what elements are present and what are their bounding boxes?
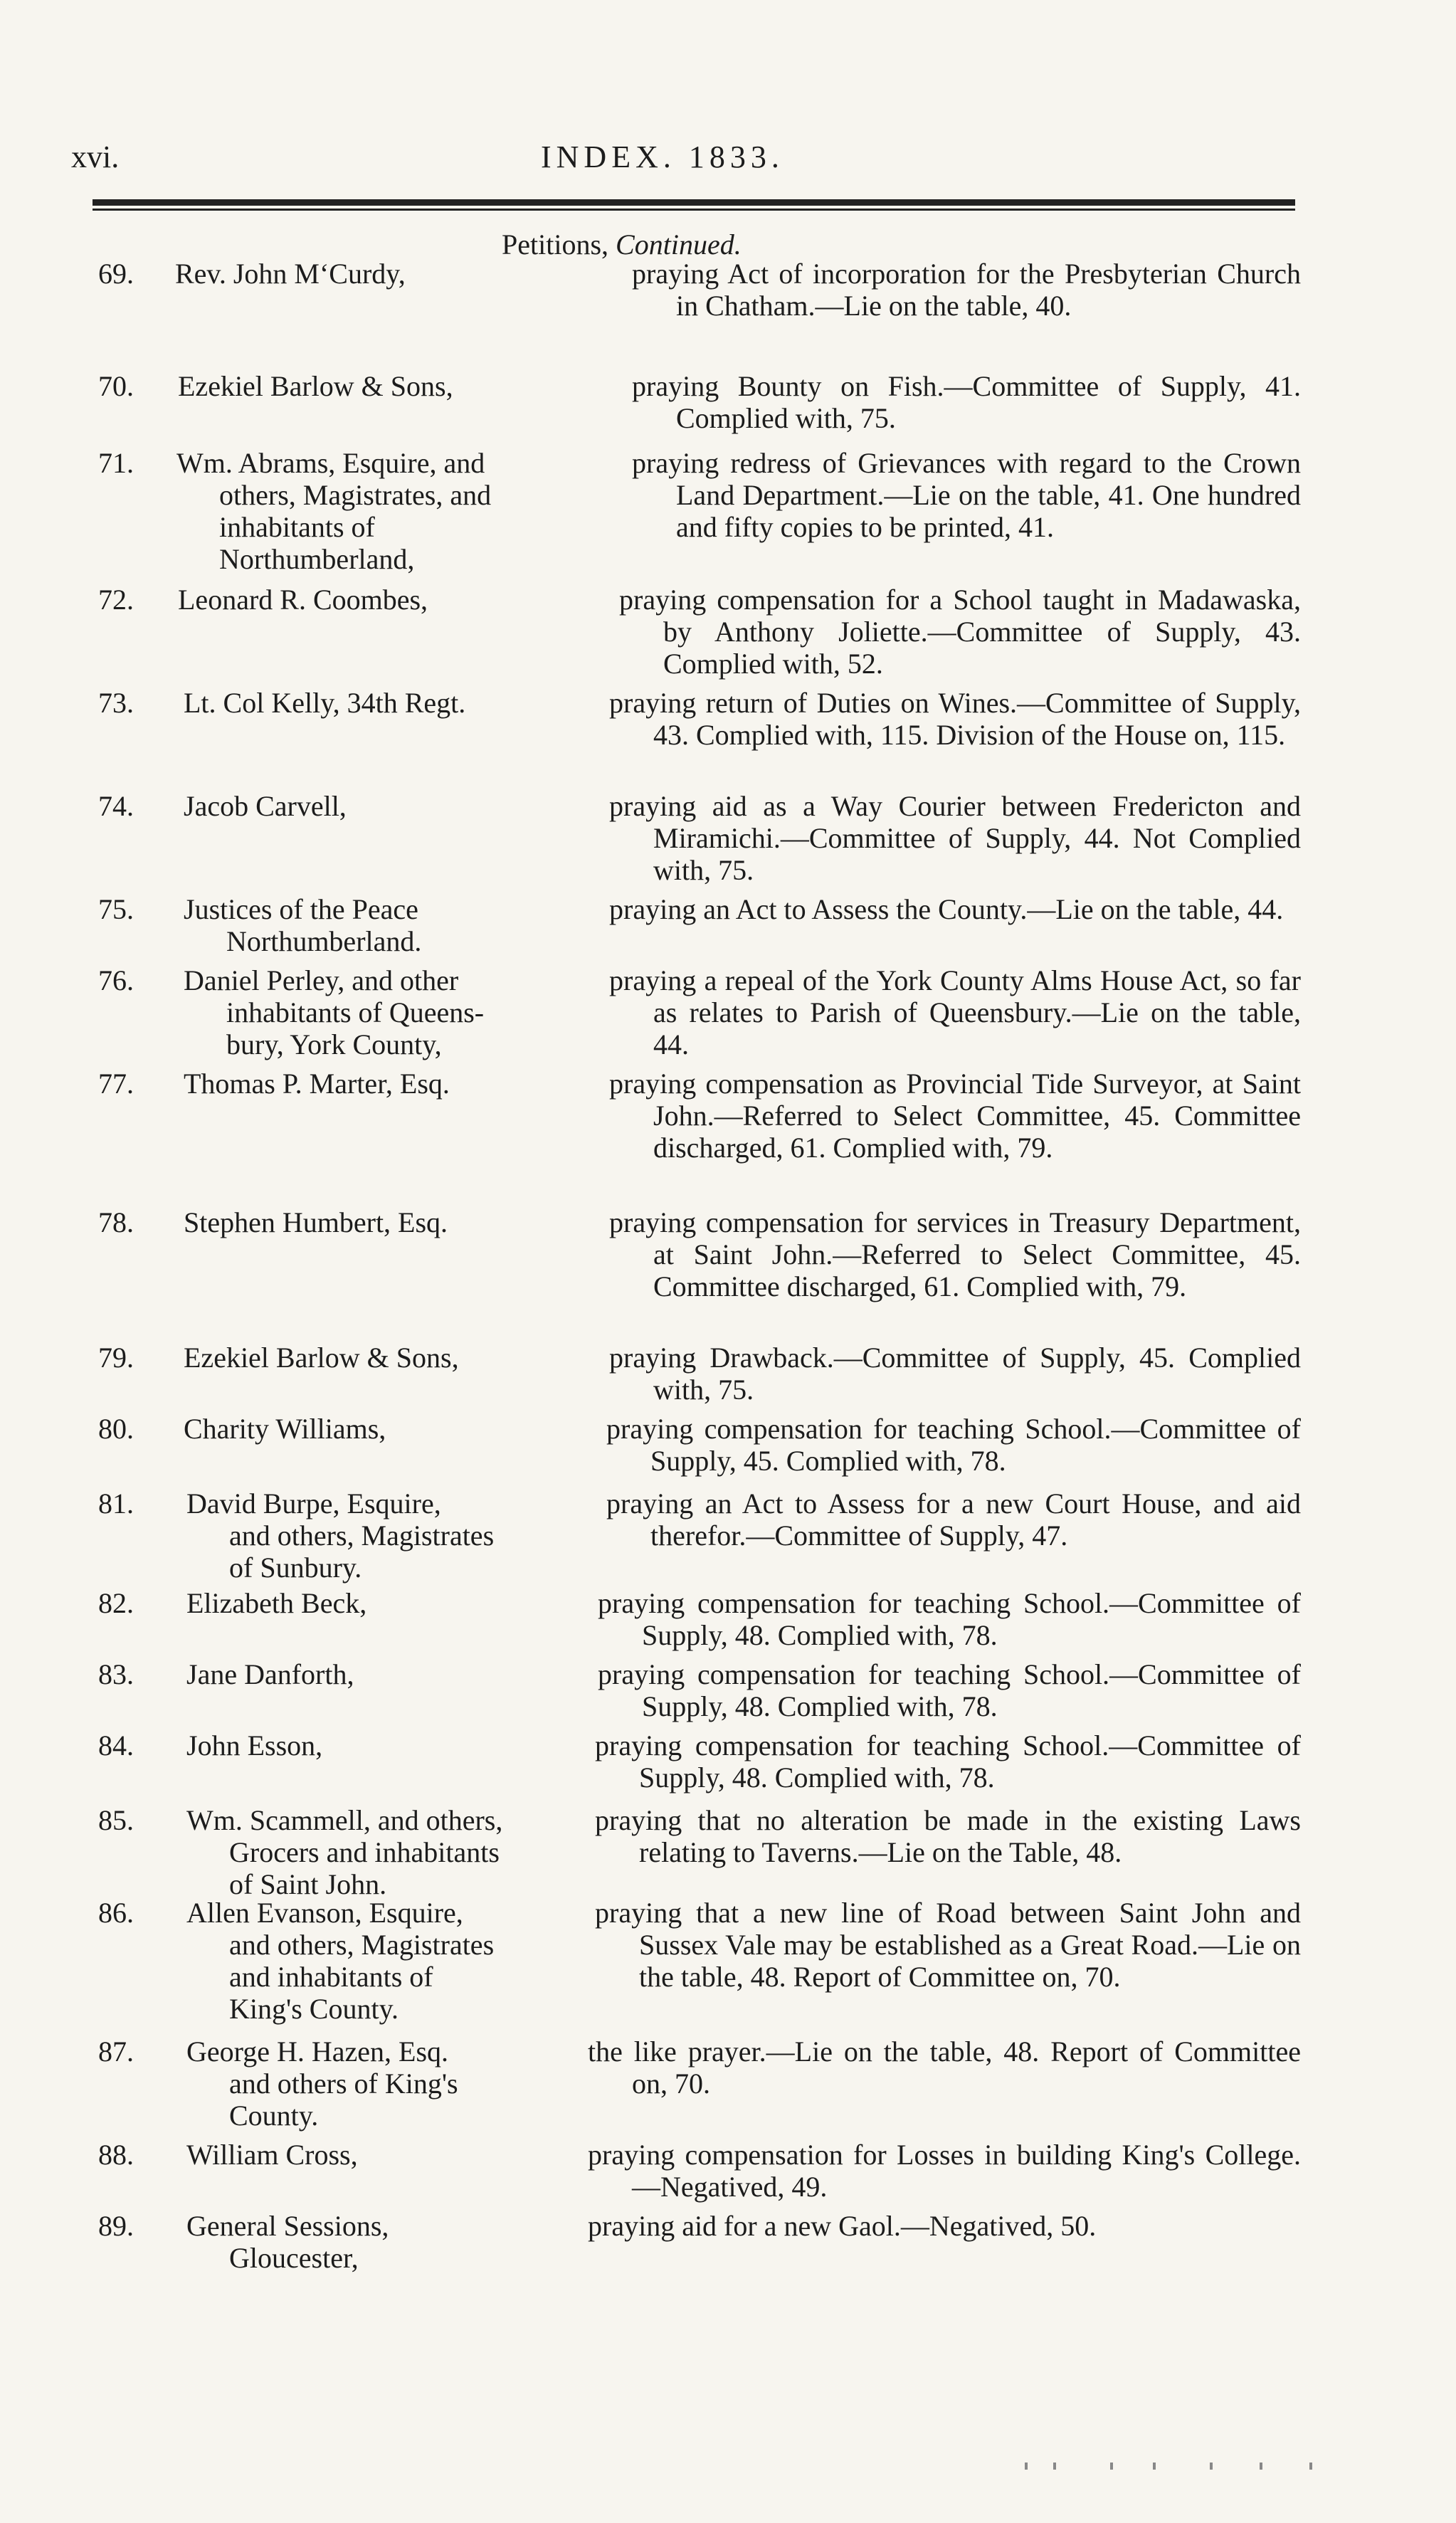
section-heading <box>502 228 742 261</box>
petition-description: praying redress of Grievances with regard to the Crown Land Department.—Lie on the table, 41. One hundred and fifty copies to be printed, 41. <box>632 447 1301 543</box>
petition-description: praying aid for a new Gaol.—Negatived, 50. <box>588 2210 1097 2242</box>
entry-number: 85. <box>98 1804 134 1836</box>
petition-description: praying compensation for a School taught in Madawaska, by Anthony Joliette.—Committee of Supply, 43. Complied with, 52. <box>619 584 1301 680</box>
print-specks <box>1025 2463 1324 2477</box>
entry-number: 75. <box>98 893 134 925</box>
petitioner-name-line: Jacob Carvell, <box>184 790 347 822</box>
petitioner-name-line: Thomas P. Marter, Esq. <box>184 1068 450 1100</box>
header-rule-thick <box>93 199 1295 206</box>
petitioner-name <box>184 687 682 719</box>
petitioner-name-line: of Saint John. <box>229 1868 387 1900</box>
petitioner-name-line: General Sessions, <box>186 2210 389 2242</box>
petitioner-name-line: Northumberland. <box>226 925 422 957</box>
petitioner-name-line: and inhabitants of <box>229 1961 433 1993</box>
petitioner-name-line: and others of King's <box>229 2068 458 2100</box>
petitioner-name <box>175 258 673 290</box>
petitioner-name-line: Wm. Scammell, and others, <box>186 1804 503 1836</box>
petitioner-name-line: Elizabeth Beck, <box>186 1587 367 1619</box>
petitioner-name <box>184 964 682 1060</box>
petition-description: praying that a new line of Road between Saint John and Sussex Vale may be established as a Great Road.—Lie on the table, 48. Report of Committee on, 70. <box>595 1897 1301 1993</box>
petition-description: the like prayer.—Lie on the table, 48. Report of Committee on, 70. <box>588 2035 1301 2100</box>
petitioner-name <box>178 370 676 402</box>
petitioner-name-line: David Burpe, Esquire, <box>186 1487 441 1519</box>
entry-number: 73. <box>98 687 134 719</box>
petition-description: praying Drawback.—Committee of Supply, 45. Complied with, 75. <box>609 1342 1301 1406</box>
entry-number: 86. <box>98 1897 134 1929</box>
petition-description: praying Act of incorporation for the Presbyterian Church in Chatham.—Lie on the table, 40. <box>632 258 1301 322</box>
petitioner-name-line: Stephen Humbert, Esq. <box>184 1206 448 1238</box>
petitioner-name-line: Allen Evanson, Esquire, <box>186 1897 463 1929</box>
petitioner-name <box>176 447 675 575</box>
entry-number: 78. <box>98 1206 134 1238</box>
petitioner-name <box>184 1206 682 1238</box>
petitioner-name-line: inhabitants of Queens- <box>226 996 485 1028</box>
petition-description: praying compensation for teaching School.—Committee of Supply, 48. Complied with, 78. <box>598 1658 1301 1722</box>
entry-number: 81. <box>98 1487 134 1519</box>
petition-description: praying return of Duties on Wines.—Committee of Supply, 43. Complied with, 115. Division of the House on, 115. <box>609 687 1301 751</box>
entry-number: 82. <box>98 1587 134 1619</box>
entry-number: 89. <box>98 2210 134 2242</box>
entry-number: 69. <box>98 258 134 290</box>
entry-number: 77. <box>98 1068 134 1100</box>
section-continued: Continued. <box>616 228 742 260</box>
petitioner-name-line: and others, Magistrates <box>229 1519 495 1552</box>
entry-number: 70. <box>98 370 134 402</box>
petitioner-name-line: inhabitants of <box>219 511 375 543</box>
petition-description: praying compensation for teaching School.—Committee of Supply, 45. Complied with, 78. <box>606 1413 1301 1477</box>
petition-description: praying compensation for Losses in building King's College.—Negatived, 49. <box>588 2139 1301 2203</box>
petitioner-name-line: William Cross, <box>186 2139 358 2171</box>
petitioner-name-line: Rev. John M‘Curdy, <box>175 258 406 290</box>
entry-number: 84. <box>98 1729 134 1761</box>
petitioner-name-line: County. <box>229 2100 319 2132</box>
section-label: Petitions, <box>502 228 609 260</box>
entry-number: 74. <box>98 790 134 822</box>
petition-description: praying aid as a Way Courier between Fredericton and Miramichi.—Committee of Supply, 44. Not Complied with, 75. <box>609 790 1301 886</box>
petitioner-name-line: Grocers and inhabitants <box>229 1836 500 1868</box>
petitioner-name-line: Northumberland, <box>219 543 415 575</box>
entry-number: 79. <box>98 1342 134 1374</box>
petitioner-name-line: Charity Williams, <box>184 1413 386 1445</box>
petitioner-name-line: Lt. Col Kelly, 34th Regt. <box>184 687 466 719</box>
petition-description: praying compensation for services in Treasury Department, at Saint John.—Referred to Select Committee, 45. Committee discharged, 61. Complied with, 79. <box>609 1206 1301 1302</box>
entry-number: 80. <box>98 1413 134 1445</box>
page-number: xvi. <box>71 139 120 174</box>
petitioner-name-line: and others, Magistrates <box>229 1929 495 1961</box>
petitioner-name-line: bury, York County, <box>226 1028 442 1060</box>
petitioner-name-line: George H. Hazen, Esq. <box>186 2035 449 2068</box>
petitioner-name <box>184 1068 682 1100</box>
petition-description: praying an Act to Assess for a new Court House, and aid therefor.—Committee of Supply, 47. <box>606 1487 1301 1552</box>
petition-description: praying Bounty on Fish.—Committee of Supply, 41. Complied with, 75. <box>632 370 1301 434</box>
petitioner-name-line: of Sunbury. <box>229 1552 362 1584</box>
petitioner-name-line: King's County. <box>229 1993 399 2025</box>
petitioner-name-line: Justices of the Peace <box>184 893 418 925</box>
petitioner-name-line: others, Magistrates, and <box>219 479 492 511</box>
page-title: INDEX. 1833. <box>541 139 784 174</box>
petitioner-name-line: Ezekiel Barlow & Sons, <box>184 1342 459 1374</box>
petitioner-name-line: Ezekiel Barlow & Sons, <box>178 370 453 402</box>
entry-number: 88. <box>98 2139 134 2171</box>
entry-number: 83. <box>98 1658 134 1690</box>
entry-number: 76. <box>98 964 134 996</box>
petition-description: praying an Act to Assess the County.—Lie on the table, 44. <box>609 893 1284 925</box>
entry-number: 72. <box>98 584 134 616</box>
petition-description: praying compensation as Provincial Tide Surveyor, at Saint John.—Referred to Select Committee, 45. Committee discharged, 61. Complied with, 79. <box>609 1068 1301 1164</box>
petitioner-name-line: Leonard R. Coombes, <box>178 584 428 616</box>
petition-description: praying compensation for teaching School.—Committee of Supply, 48. Complied with, 78. <box>595 1729 1301 1794</box>
petitioner-name <box>184 790 682 822</box>
petition-description: praying that no alteration be made in the existing Laws relating to Taverns.—Lie on the Table, 48. <box>595 1804 1301 1868</box>
petitioner-name-line: Wm. Abrams, Esquire, and <box>176 447 485 479</box>
petitioner-name <box>184 893 682 957</box>
entry-number: 71. <box>98 447 134 479</box>
petition-description: praying compensation for teaching School.—Committee of Supply, 48. Complied with, 78. <box>598 1587 1301 1651</box>
petitioner-name <box>184 1342 682 1374</box>
petitioner-name-line: Gloucester, <box>229 2242 359 2274</box>
petition-description: praying a repeal of the York County Alms House Act, so far as relates to Parish of Queensbury.—Lie on the table, 44. <box>609 964 1301 1060</box>
entry-number: 87. <box>98 2035 134 2068</box>
petitioner-name-line: Jane Danforth, <box>186 1658 354 1690</box>
petitioner-name <box>178 584 676 616</box>
petitioner-name-line: John Esson, <box>186 1729 323 1761</box>
running-header <box>71 139 1302 181</box>
petitioner-name-line: Daniel Perley, and other <box>184 964 459 996</box>
header-rule-thin <box>93 209 1295 211</box>
